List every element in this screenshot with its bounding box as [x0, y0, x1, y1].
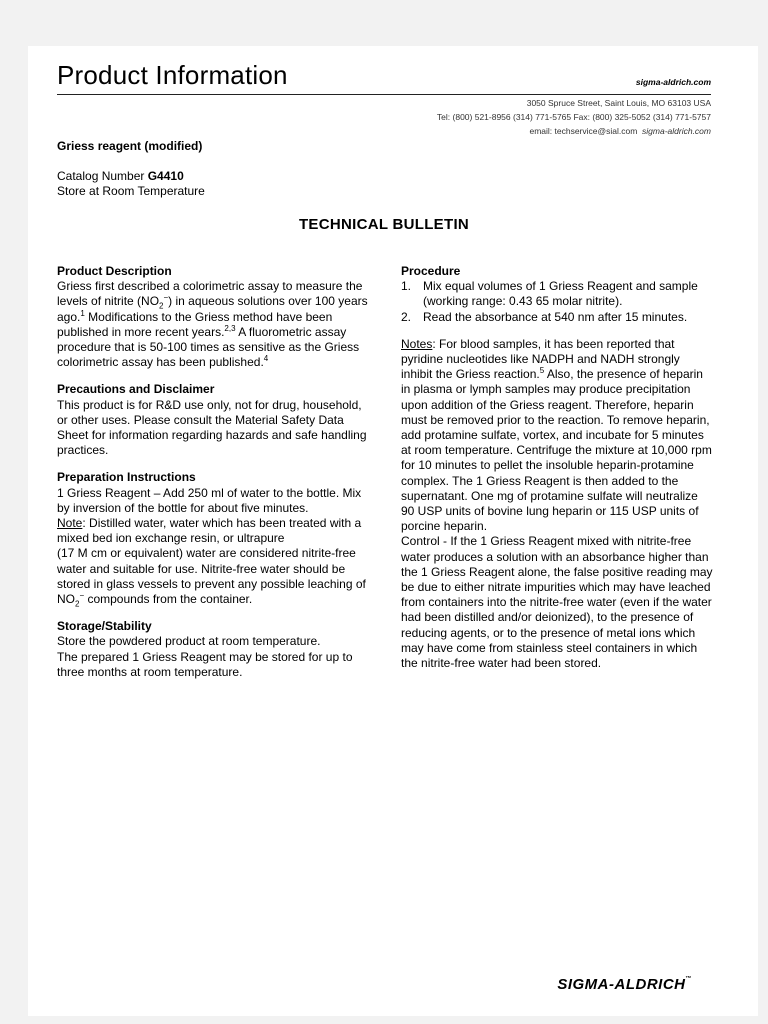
preparation-note: Note: Distilled water, water which has been treated with a mixed bed ion exchange resin, or ultrapure [57, 516, 362, 546]
section-product-description [57, 264, 369, 370]
email-website: sigma-aldrich.com [642, 126, 711, 136]
product-name: Griess reagent (modified) [57, 139, 203, 153]
bulletin-heading: TECHNICAL BULLETIN [298, 216, 470, 233]
sigma-aldrich-logo: SIGMA-ALDRICH™ [557, 976, 692, 993]
header-website: sigma-aldrich.com [635, 77, 711, 87]
section-heading: Procedure [401, 264, 461, 278]
email-line: email: techservice@sial.com sigma-aldrich.com [529, 126, 711, 136]
description-text: Griess first described a colorimetric assay to measure the levels of nitrite $(NO_2^-)$ in aqueous solutions over 100 years ago.$^1$ Modifications to the Griess method have been published in more recent years.$^{2,3}$ A fluorometric assay procedure that is 50-100 times as sensitive as the Griess colorimetric assay has been published.$^4$ [57, 279, 368, 370]
right-column [401, 264, 713, 671]
section-heading: Product Description [57, 264, 172, 278]
section-procedure [401, 264, 713, 325]
page-title: Product Information [57, 60, 288, 90]
phone-line: Tel: (800) 521-8956 (314) 771-5765 Fax: (800) 325-5052 (314) 771-5757 [436, 112, 711, 122]
section-heading: Precautions and Disclaimer [57, 382, 215, 397]
catalog-number: G4410 [147, 169, 184, 183]
procedure-step: 1. Mix equal volumes of 1 Griess Reagent and sample (working range: 0.43 65 molar nitrite). [401, 279, 698, 309]
section-preparation [57, 470, 369, 607]
address-line: 3050 Spruce Street, Saint Louis, MO 63103 USA [526, 98, 711, 108]
preparation-water: (17 M cm or equivalent) water are considered nitrite-free water and suitable for use. Nitrite-free water should be stored in glass vessels to prevent any possible leaching of $NO_2^-$ compounds from the container. [57, 546, 366, 609]
product-header [57, 139, 205, 199]
storage-text-2: The prepared 1 Griess Reagent may be stored for up to three months at room temperature. [57, 649, 353, 679]
procedure-step: 2. Read the absorbance at 540 nm after 15 minutes. [401, 309, 688, 324]
contact-block [437, 96, 711, 138]
section-heading: Storage/Stability [57, 619, 152, 634]
section-heading: Preparation Instructions [57, 470, 196, 485]
left-column [57, 264, 369, 692]
storage-text: Store the powdered product at room temperature. [57, 634, 321, 649]
catalog-line: Catalog Number G4410 [57, 169, 184, 183]
procedure-list [401, 279, 713, 325]
notes-text: Notes: For blood samples, it has been reported that pyridine nucleotides like NADPH and NADH strongly inhibit the Griess reaction.$^5$ Also, the presence of heparin in plasma or lymph samples may produce precipitation upon addition of the Griess reagent. Therefore, heparin must be removed prior to the reaction. To remove heparin, add protamine sulfate, vortex, and incubate for 5 minutes at room temperature. Centrifuge the mixture at 10,000 rpm for 10 minutes to pellet the insoluble heparin-protamine complex. The 1 Griess Reagent is then added to the supernatant. One mg of protamine sulfate will neutralize 90 USP units of bovine lung heparin or 115 USP units of porcine heparin. [401, 336, 712, 534]
precautions-text: This product is for R&D use only, not for drug, household, or other uses. Please consult the Material Safety Data Sheet for information regarding hazards and safe handling practices. [57, 397, 367, 458]
header-divider [57, 94, 711, 95]
control-text: Control - If the 1 Griess Reagent mixed with nitrite-free water produces a solution with an absorbance higher than the 1 Griess Reagent alone, the false positive reading may be due to either nitrate impurities which may have leached from containers into the nitrite-free water (even if the water had been distilled and/or deionized), to the presence of reducing agents, or to the presence of metal ions which may have come from stainless steel containers in which the nitrite-free water had been stored. [401, 534, 713, 671]
section-storage [57, 619, 369, 680]
preparation-step: 1 Griess Reagent – Add 250 ml of water to the bottle. Mix by inversion of the bottle for about five minutes. [57, 485, 362, 515]
storage-line: Store at Room Temperature [57, 184, 205, 198]
section-precautions [57, 382, 369, 458]
